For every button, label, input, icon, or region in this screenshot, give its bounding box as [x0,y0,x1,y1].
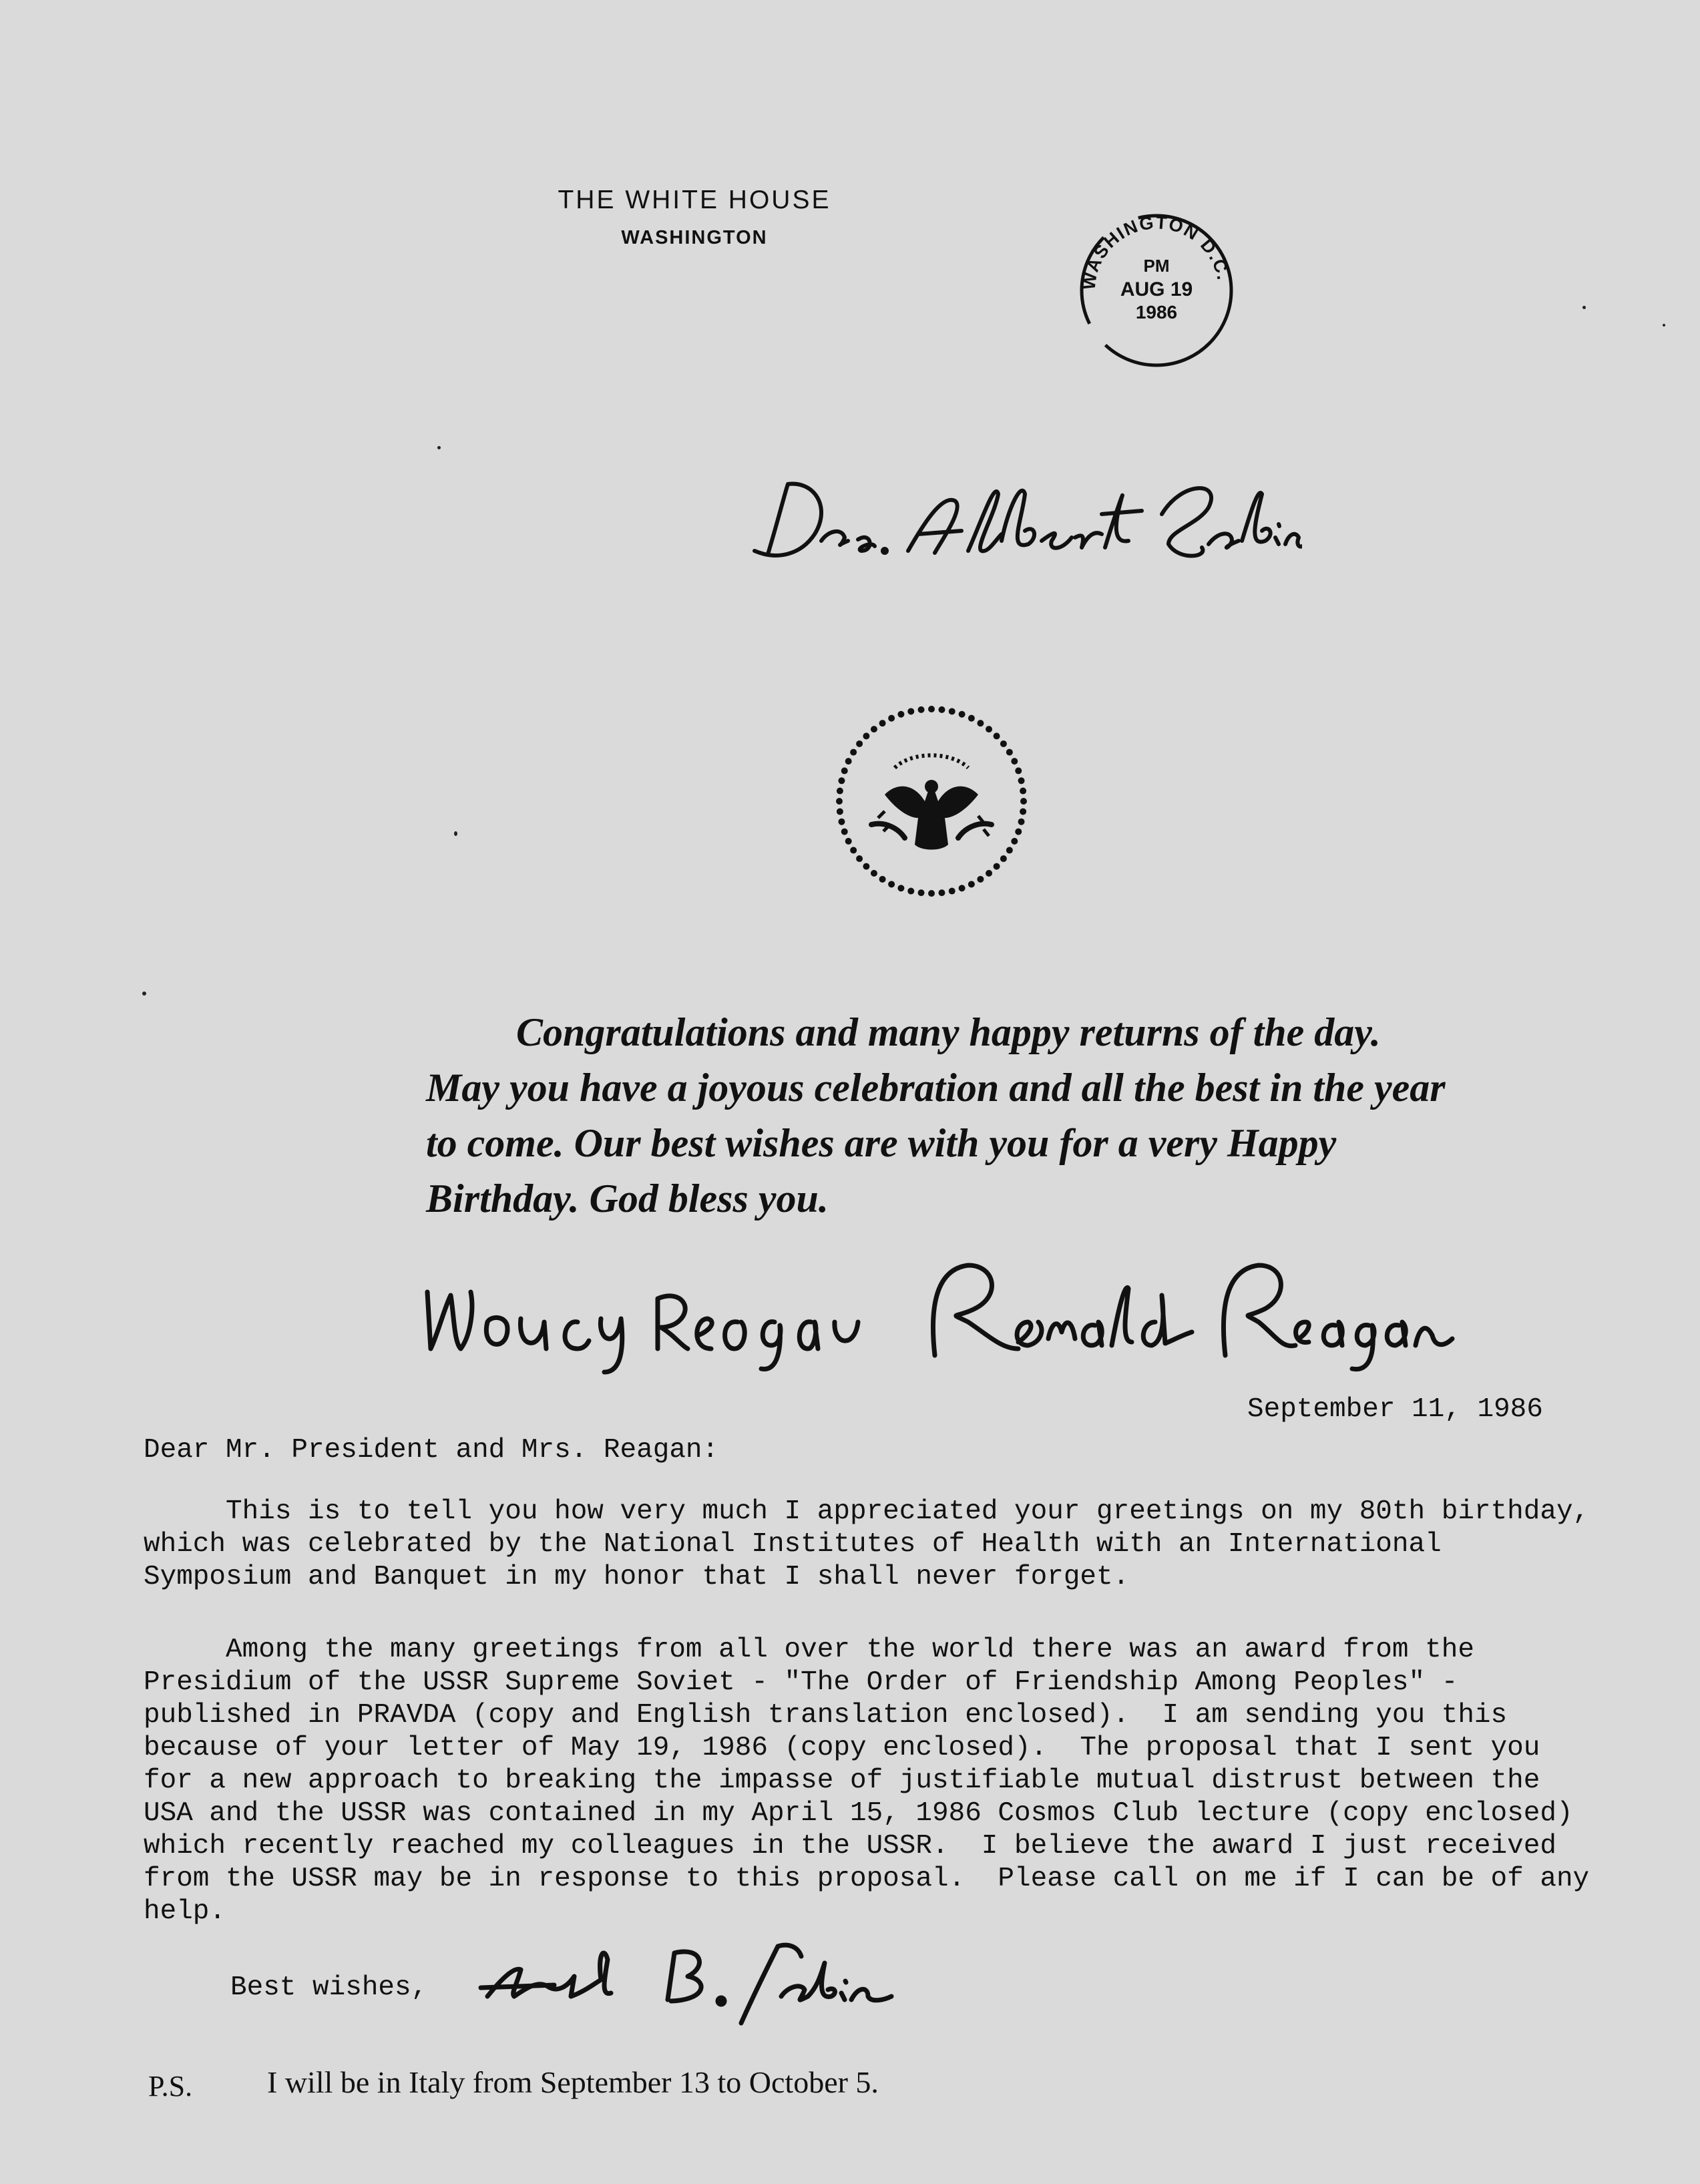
seal-dot [1011,838,1018,845]
seal-dot [1020,788,1026,795]
seal-dot [837,808,843,815]
seal-dot [907,888,914,895]
seal-dot [897,711,904,718]
seal-dot [986,870,992,877]
seal-dot [856,855,863,862]
addressee-handwriting [741,467,1302,574]
seal-dot [888,715,895,722]
seal-dot [928,706,935,712]
seal-dot [1000,740,1007,747]
seal-dot [949,888,955,895]
body-paragraph-2: Among the many greetings from all over the world there was an award from the Presidium of the USSR Supreme Soviet - "The Order of Friendship Among Peoples" - published in PRAVDA (copy and English translation enclosed). I am sending you this because of your letter of May 19, 1986 (copy enclosed). The proposal that I sent you for a new approach to breaking the impasse of justifiable mutual distrust between the USA and the USSR was contained in my April 15, 1986 Cosmos Club lecture (copy enclosed) which recently reached my colleagues in the USSR. I believe the award I just received from the USSR may be in response to this proposal. Please call on me if I can be of any help. [144,1634,1590,1927]
postmark-time: PM [1143,256,1170,276]
seal-dot [994,863,1000,870]
seal-dot [879,720,886,726]
body-paragraph-1: This is to tell you how very much I appreciated your greetings on my 80th birthday, which was celebrated by the National Institutes of Health with an International Symposium and Banquet in my honor that I shall never forget. [144,1496,1590,1592]
seal-dot [977,720,984,726]
seal-dot [850,847,857,853]
salutation: Dear Mr. President and Mrs. Reagan: [144,1435,719,1466]
postmark-stamp [1068,190,1242,377]
seal-dot [888,881,895,887]
postmark-city: WASHINGTON D.C. [1078,212,1234,291]
seal-dot [907,708,914,714]
letter-date: September 11, 1986 [1247,1394,1543,1425]
letterhead-title: THE WHITE HOUSE [558,186,831,214]
seal-dot [879,876,886,883]
seal-dot [837,788,843,795]
seal-dot [838,819,845,825]
presidential-seal-icon [831,701,1032,901]
scan-speck [454,831,457,836]
scan-speck [437,446,441,449]
seal-dot [986,726,992,732]
scan-speck [1582,306,1586,309]
seal-dot [968,715,975,722]
seal-dot [1018,819,1025,825]
seal-dot [928,890,935,897]
seal-dot [1006,847,1013,853]
seal-dot [836,798,843,805]
seal-dot [863,732,869,739]
scan-speck [142,992,146,996]
seal-dot [841,767,848,774]
seal-dot [845,838,852,845]
seal-dot [863,863,869,870]
ps-text: I will be in Italy from September 13 to October 5. [267,2065,879,2099]
seal-dot [994,732,1000,739]
seal-dot [959,711,966,718]
seal-dot [959,885,966,891]
seal-dot [977,876,984,883]
seal-dot [1011,758,1018,765]
reagan-signatures [414,1255,1456,1375]
seal-dot [918,706,925,713]
seal-dot [856,740,863,747]
seal-dot [871,870,877,877]
seal-dot [918,889,925,896]
seal-dot [968,881,975,887]
postmark-year: 1986 [1135,302,1178,322]
seal-dot [1020,798,1027,805]
seal-dot [841,829,848,835]
letterhead-subtitle: WASHINGTON [621,227,768,248]
seal-dot [1018,777,1025,784]
seal-dot [1015,767,1022,774]
scan-speck [1663,324,1665,326]
closing: Best wishes, [230,1972,428,2003]
seal-dot [938,889,945,896]
seal-dot [1015,829,1022,835]
ps-label: P.S. [148,2070,193,2103]
postmark-date: AUG 19 [1120,278,1193,300]
greeting-message: Congratulations and many happy returns of the day. May you have a joyous celebration and all the best in the year to come. Our best wishes are with you for a very Happy Birthday. God bless you. [426,1010,1446,1221]
seal-dot [938,706,945,713]
seal-dot [1000,855,1007,862]
seal-dot [897,885,904,891]
sabin-signature [474,1940,895,2026]
seal-dot [1020,808,1026,815]
seal-dot [1006,749,1013,756]
seal-dot [845,758,852,765]
seal-dot [871,726,877,732]
seal-dot [949,708,955,714]
seal-dot [838,777,845,784]
seal-dot [850,749,857,756]
